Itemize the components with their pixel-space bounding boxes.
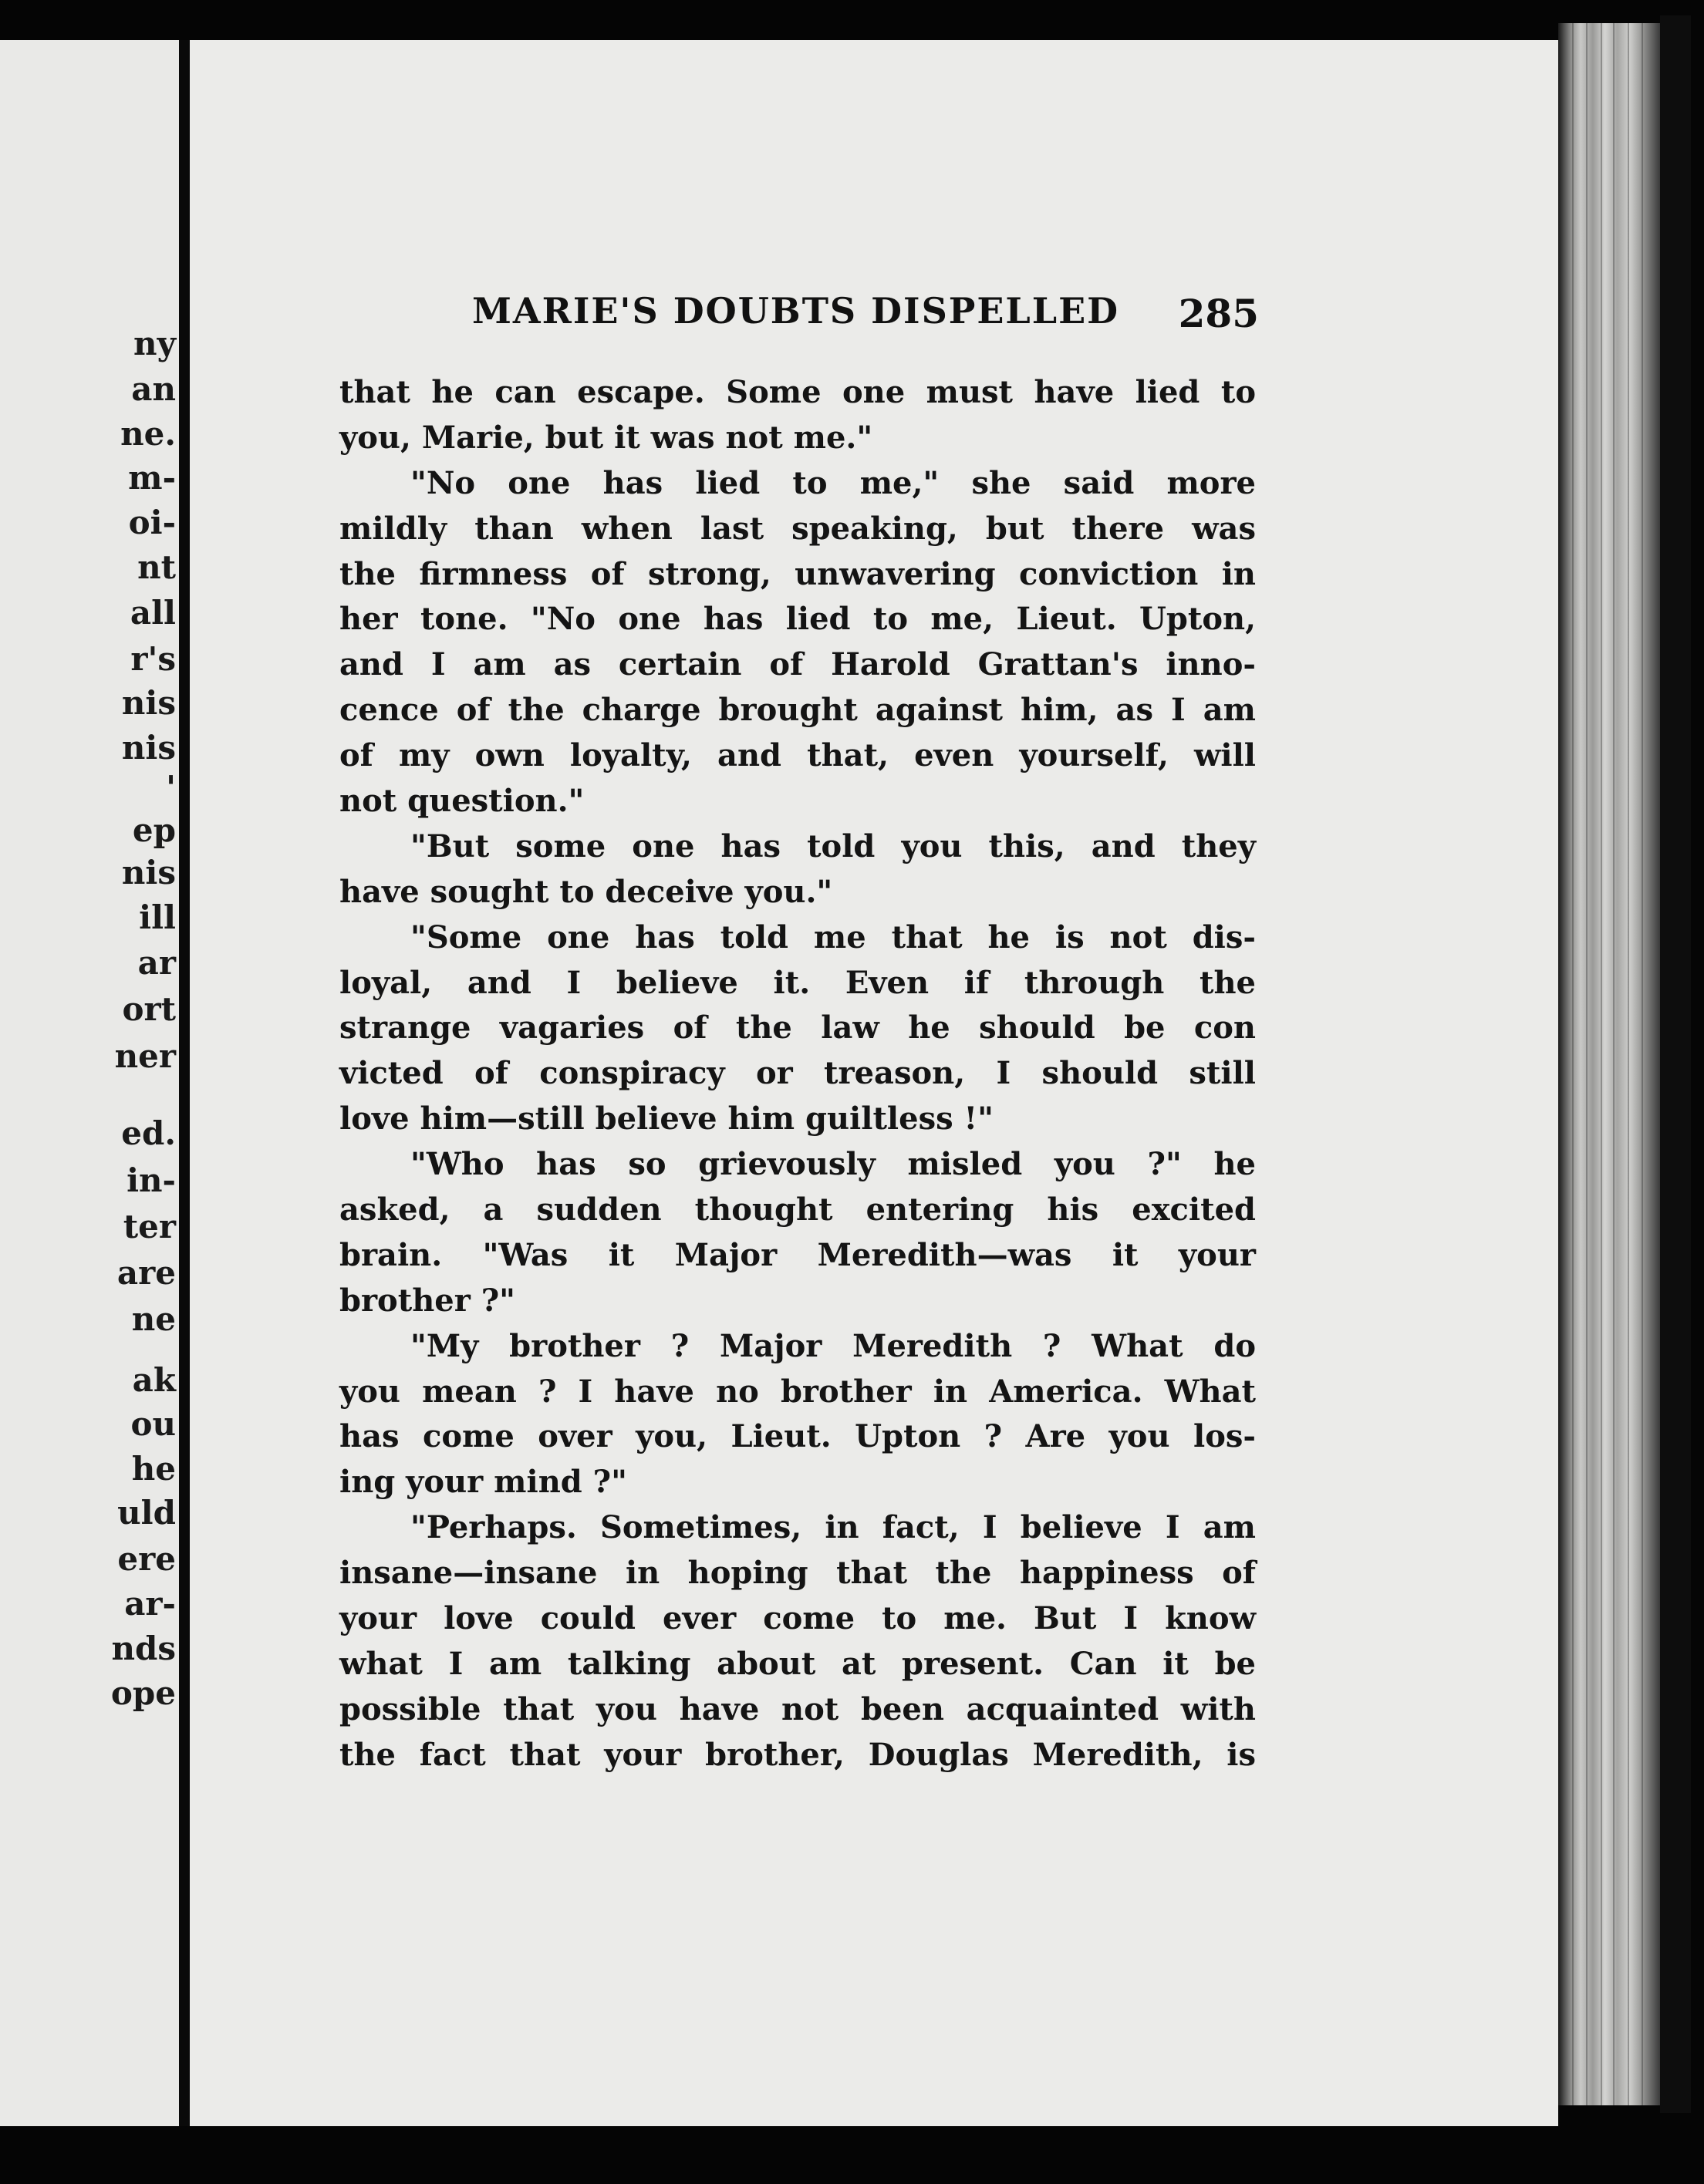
left-page-text-fragment: ar- (124, 1585, 176, 1623)
left-page-text-fragment: ner (114, 1037, 176, 1075)
text-line: has come over you, Lieut. Upton ? Are you los- (339, 1418, 1256, 1455)
left-page-text-fragment: ' (166, 769, 176, 807)
left-page-text-fragment: in- (127, 1161, 176, 1199)
running-header (472, 284, 1259, 338)
text-line: victed of conspiracy or treason, I should still (339, 1055, 1256, 1092)
left-page-text-fragment: ne (131, 1300, 176, 1338)
left-page-text-fragment: oi- (128, 504, 176, 541)
text-line: not question." (339, 783, 585, 820)
text-line: her tone. "No one has lied to me, Lieut. Upton, (339, 601, 1256, 638)
left-page-text-fragment: ny (133, 325, 176, 362)
left-page-fragment (0, 40, 179, 2126)
text-line: insane—insane in hoping that the happiness of (339, 1555, 1256, 1592)
left-page-text-fragment: ope (110, 1674, 176, 1712)
left-page-text-fragment: ort (122, 990, 176, 1028)
text-line: love him—still believe him guiltless !" (339, 1100, 994, 1138)
text-line: of my own loyalty, and that, even yourself, will (339, 737, 1256, 774)
left-page-text-fragment: ed. (121, 1114, 176, 1152)
left-page-text-fragment: an (131, 370, 176, 408)
text-line: your love could ever come to me. But I know (339, 1600, 1256, 1637)
text-line: that he can escape. Some one must have lied to (339, 374, 1256, 410)
book-spine-shadow (1660, 15, 1691, 2113)
text-line: have sought to deceive you." (339, 873, 833, 910)
text-line: "No one has lied to me," she said more (410, 464, 1256, 501)
left-page-text-fragment: ar (137, 944, 176, 982)
left-page-text-fragment: ak (132, 1361, 176, 1399)
text-line: what I am talking about at present. Can it be (339, 1645, 1256, 1682)
text-line: brother ?" (339, 1282, 516, 1319)
left-page-text-fragment: nt (137, 548, 176, 586)
left-page-text-fragment: ere (117, 1540, 176, 1578)
text-line: you, Marie, but it was not me." (339, 419, 873, 456)
text-line: "Some one has told me that he is not dis- (410, 918, 1256, 956)
text-line: the firmness of strong, unwavering conviction in (339, 555, 1256, 592)
text-line: loyal, and I believe it. Even if through the (339, 964, 1256, 1001)
left-page-text-fragment: nds (111, 1630, 176, 1667)
book-gutter (179, 40, 190, 2126)
text-line: you mean ? I have no brother in America. What (339, 1373, 1256, 1410)
left-page-text-fragment: uld (117, 1494, 176, 1532)
left-page-text-fragment: m- (128, 459, 176, 497)
text-line: "But some one has told you this, and they (410, 827, 1256, 865)
text-line: the fact that your brother, Douglas Meredith, is (339, 1736, 1256, 1773)
body-text (339, 370, 1256, 1778)
page-number: 285 (1178, 291, 1259, 336)
left-page-text-fragment: nis (121, 684, 176, 722)
text-line: strange vagaries of the law he should be con (339, 1009, 1256, 1046)
left-page-text-fragment: ou (130, 1405, 176, 1443)
left-page-text-fragment: ep (132, 811, 176, 849)
page-edges (1558, 23, 1660, 2105)
text-line: "Who has so grievously misled you ?" he (410, 1146, 1256, 1183)
text-line: "Perhaps. Sometimes, in fact, I believe I am (410, 1509, 1256, 1546)
text-line: "My brother ? Major Meredith ? What do (410, 1327, 1256, 1364)
left-page-text-fragment: he (131, 1450, 176, 1488)
left-page-text-fragment: are (116, 1254, 176, 1292)
left-page-text-fragment: ne. (120, 415, 176, 453)
left-page-text-fragment: ill (139, 898, 176, 936)
text-line: possible that you have not been acquainted with (339, 1690, 1256, 1727)
left-page-text-fragment: nis (121, 729, 176, 767)
text-line: asked, a sudden thought entering his excited (339, 1191, 1256, 1228)
left-page-text-fragment: ter (123, 1208, 176, 1245)
text-line: ing your mind ?" (339, 1464, 627, 1501)
left-page-text-fragment: all (130, 594, 176, 632)
running-title: MARIE'S DOUBTS DISPELLED (472, 290, 1120, 332)
text-line: mildly than when last speaking, but there was (339, 510, 1256, 547)
text-line: cence of the charge brought against him, as I am (339, 692, 1256, 729)
text-line: brain. "Was it Major Meredith—was it your (339, 1236, 1256, 1273)
left-page-text-fragment: r's (130, 640, 176, 678)
left-page-text-fragment: nis (121, 854, 176, 891)
text-line: and I am as certain of Harold Grattan's inno- (339, 646, 1256, 683)
